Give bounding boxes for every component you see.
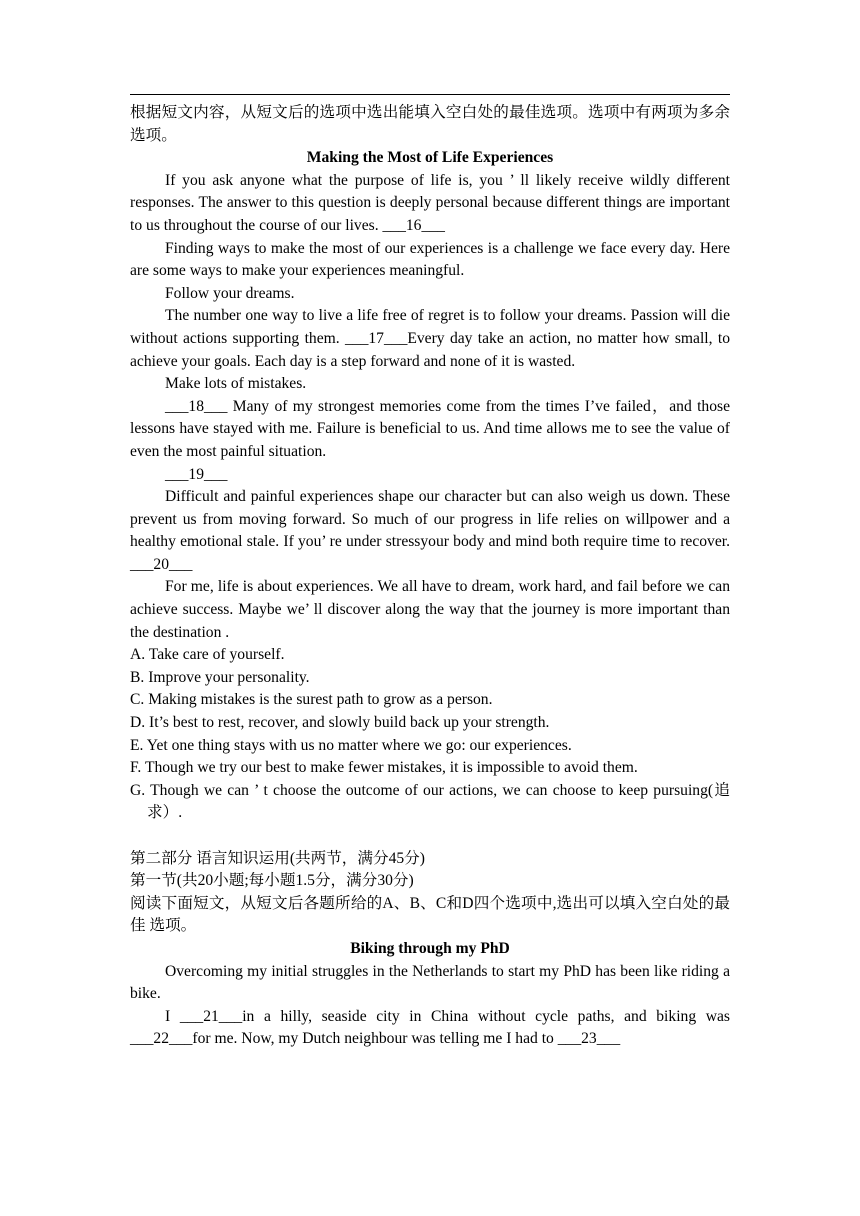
paragraph: I ___21___in a hilly, seaside city in China without cycle paths, and biking was ___22___for me. Now, my Dutch neighbour was telling me I had to ___23___	[130, 1007, 730, 1048]
paragraph: ___18___ Many of my strongest memories come from the times I’ve failed，and those lessons have stayed with me. Failure is beneficial to us. And time allows me to see the value of even the most painful situation.	[130, 397, 730, 460]
paragraph: Difficult and painful experiences shape our character but can also weigh us down. These prevent us from moving forward. So much of our progress in life relies on willpower and a healthy emotional stale. If you’ re under stressyour body and mind both require time to recover. ___20___	[130, 488, 730, 573]
part2-title: Biking through my PhD	[350, 939, 510, 957]
option-item: B. Improve your personality.	[130, 668, 310, 686]
option-item: E. Yet one thing stays with us no matter where we go: our experiences.	[130, 736, 572, 754]
blank-19: ___19___	[165, 465, 228, 483]
header-rule	[130, 94, 730, 95]
part2-section: 第一节(共20小题;每小题1.5分，满分30分)	[130, 872, 414, 890]
paragraph: The number one way to live a life free of regret is to follow your dreams. Passion will die without actions supporting them. ___17___Every day take an action, no matter how small, to achieve your goals. Each day is a step forward and none of it is wasted.	[130, 307, 730, 370]
option-item: A. Take care of yourself.	[130, 646, 285, 664]
option-item: G. Though we can ’ t choose the outcome of our actions, we can choose to keep pursuing(追求）.	[130, 781, 730, 822]
task1-instruction: 根据短文内容，从短文后的选项中选出能填入空白处的最佳选项。选项中有两项为多余选项。	[130, 104, 730, 144]
document-content	[130, 102, 730, 1051]
paragraph: If you ask anyone what the purpose of life is, you ’ ll likely receive wildly different responses. The answer to this question is deeply personal because different things are important to us throughout the course of our lives. ___16___	[130, 171, 730, 234]
paragraph: For me, life is about experiences. We all have to dream, work hard, and fail before we can achieve success. Maybe we’ ll discover along the way that the journey is more important than the destination .	[130, 578, 730, 641]
option-item: D. It’s best to rest, recover, and slowly build back up your strength.	[130, 714, 550, 732]
spacer	[130, 825, 730, 848]
task1-title: Making the Most of Life Experiences	[306, 149, 554, 167]
part2-heading: 第二部分 语言知识运用(共两节，满分45分)	[130, 849, 425, 867]
subheading: Follow your dreams.	[165, 284, 295, 302]
option-item: C. Making mistakes is the surest path to grow as a person.	[130, 691, 493, 709]
part2-instruction: 阅读下面短文，从短文后各题所给的A、B、C和D四个选项中,选出可以填入空白处的最佳 选项。	[130, 894, 730, 935]
paragraph: Finding ways to make the most of our experiences is a challenge we face every day. Here are some ways to make your experiences meaningful.	[130, 239, 730, 280]
paragraph: Overcoming my initial struggles in the Netherlands to start my PhD has been like riding a bike.	[130, 962, 730, 1003]
option-item: F. Though we try our best to make fewer mistakes, it is impossible to avoid them.	[130, 759, 638, 777]
subheading: Make lots of mistakes.	[165, 375, 307, 393]
